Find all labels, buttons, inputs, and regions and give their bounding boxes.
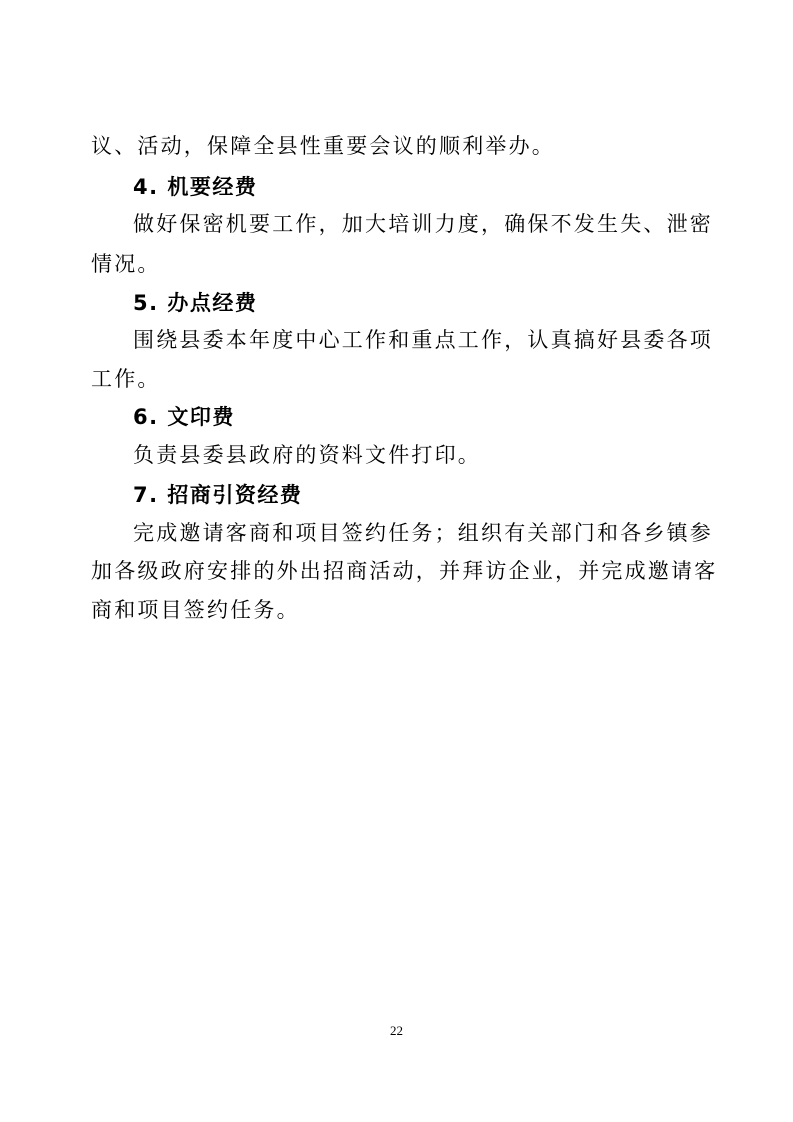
body-text-line: 工作。 [91, 367, 161, 391]
section-heading-6: 6. 文印费 [133, 405, 235, 429]
body-text-line: 完成邀请客商和项目签约任务；组织有关部门和各乡镇参 [133, 521, 713, 545]
body-text-line: 负责县委县政府的资料文件打印。 [133, 443, 481, 467]
page-number: 22 [390, 1023, 403, 1038]
section-heading-4: 4. 机要经费 [133, 175, 258, 199]
section-heading-7: 7. 招商引资经费 [133, 483, 303, 507]
body-text-line: 情况。 [91, 252, 161, 276]
body-text-line: 议、活动，保障全县性重要会议的顺利举办。 [91, 134, 555, 158]
body-text-line: 商和项目签约任务。 [91, 598, 300, 622]
body-text-line: 加各级政府安排的外出招商活动，并拜访企业，并完成邀请客 [91, 559, 718, 583]
body-text-line: 围绕县委本年度中心工作和重点工作，认真搞好县委各项 [133, 328, 713, 352]
body-text-line: 做好保密机要工作，加大培训力度，确保不发生失、泄密 [133, 212, 713, 236]
section-heading-5: 5. 办点经费 [133, 291, 258, 315]
